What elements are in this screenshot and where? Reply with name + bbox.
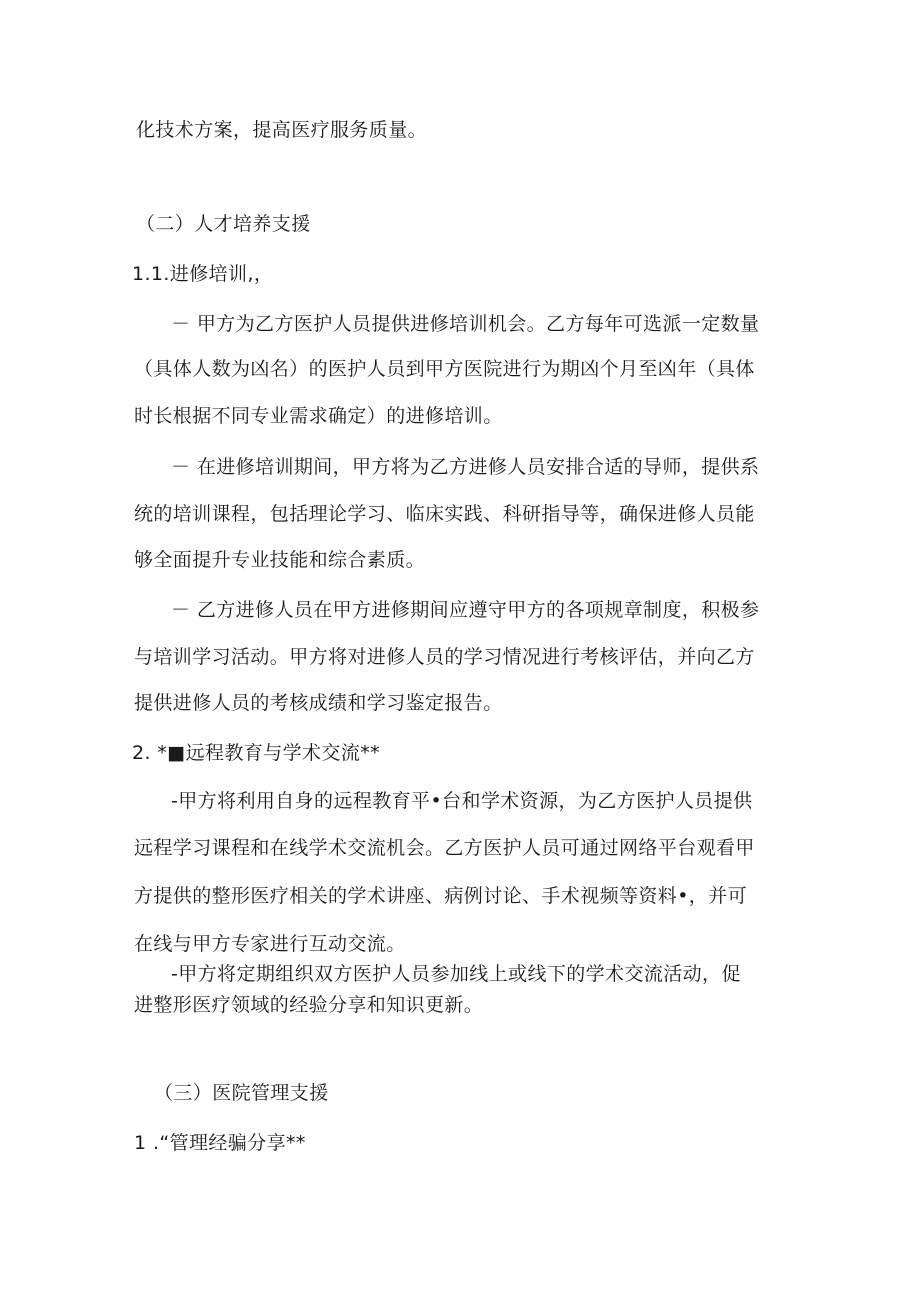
text-line: 与培训学习活动。甲方将对进修人员的学习情况进行考核评估，并向乙方 <box>134 646 755 668</box>
text-line: － 乙方进修人员在甲方进修期间应遵守甲方的各项规章制度，积极参 <box>171 599 760 621</box>
text-line: － 在进修培训期间，甲方将为乙方进修人员安排合适的导师，提供系 <box>171 456 760 478</box>
text-line: （具体人数为凶名）的医护人员到甲方医院进行为期凶个月至凶年（具体 <box>134 358 755 380</box>
text-line: 方提供的整形医疗相关的学术讲座、病例讨论、手术视频等资料•，并可 <box>134 885 748 907</box>
subsection-heading: 1.1.进修培训,， <box>132 263 274 285</box>
text-line: 够全面提升专业技能和综合素质。 <box>134 549 426 571</box>
text-line: 提供进修人员的考核成绩和学习鉴定报告。 <box>134 692 503 714</box>
section-heading: （三）医院管理支援 <box>154 1082 329 1104</box>
section-heading: （二）人才培养支援 <box>136 213 311 235</box>
text-line: 统的培训课程，包括理论学习、临床实践、科研指导等，确保进修人员能 <box>134 503 755 525</box>
text-line: -甲方将利用自身的远程教育平•台和学术资源，为乙方医护人员提供 <box>171 790 753 812</box>
text-line: -甲方将定期组织双方医护人员参加线上或线下的学术交流活动，促 <box>171 963 741 985</box>
text-line: 化技术方案，提高医疗服务质量。 <box>136 119 428 141</box>
text-line: 在线与甲方专家进行互动交流。 <box>134 933 406 955</box>
text-line: 远程学习课程和在线学术交流机会。乙方医护人员可通过网络平台观看甲 <box>134 837 755 859</box>
subsection-heading: 1 .“管理经骗分享** <box>134 1132 306 1154</box>
text-line: 时长根据不同专业需求确定）的进修培训。 <box>134 405 503 427</box>
text-line: － 甲方为乙方医护人员提供进修培训机会。乙方每年可选派一定数量 <box>171 313 760 335</box>
subsection-heading: 2. *■远程教育与学术交流** <box>132 742 381 764</box>
text-line: 进整形医疗领域的经验分享和知识更新。 <box>134 994 484 1016</box>
